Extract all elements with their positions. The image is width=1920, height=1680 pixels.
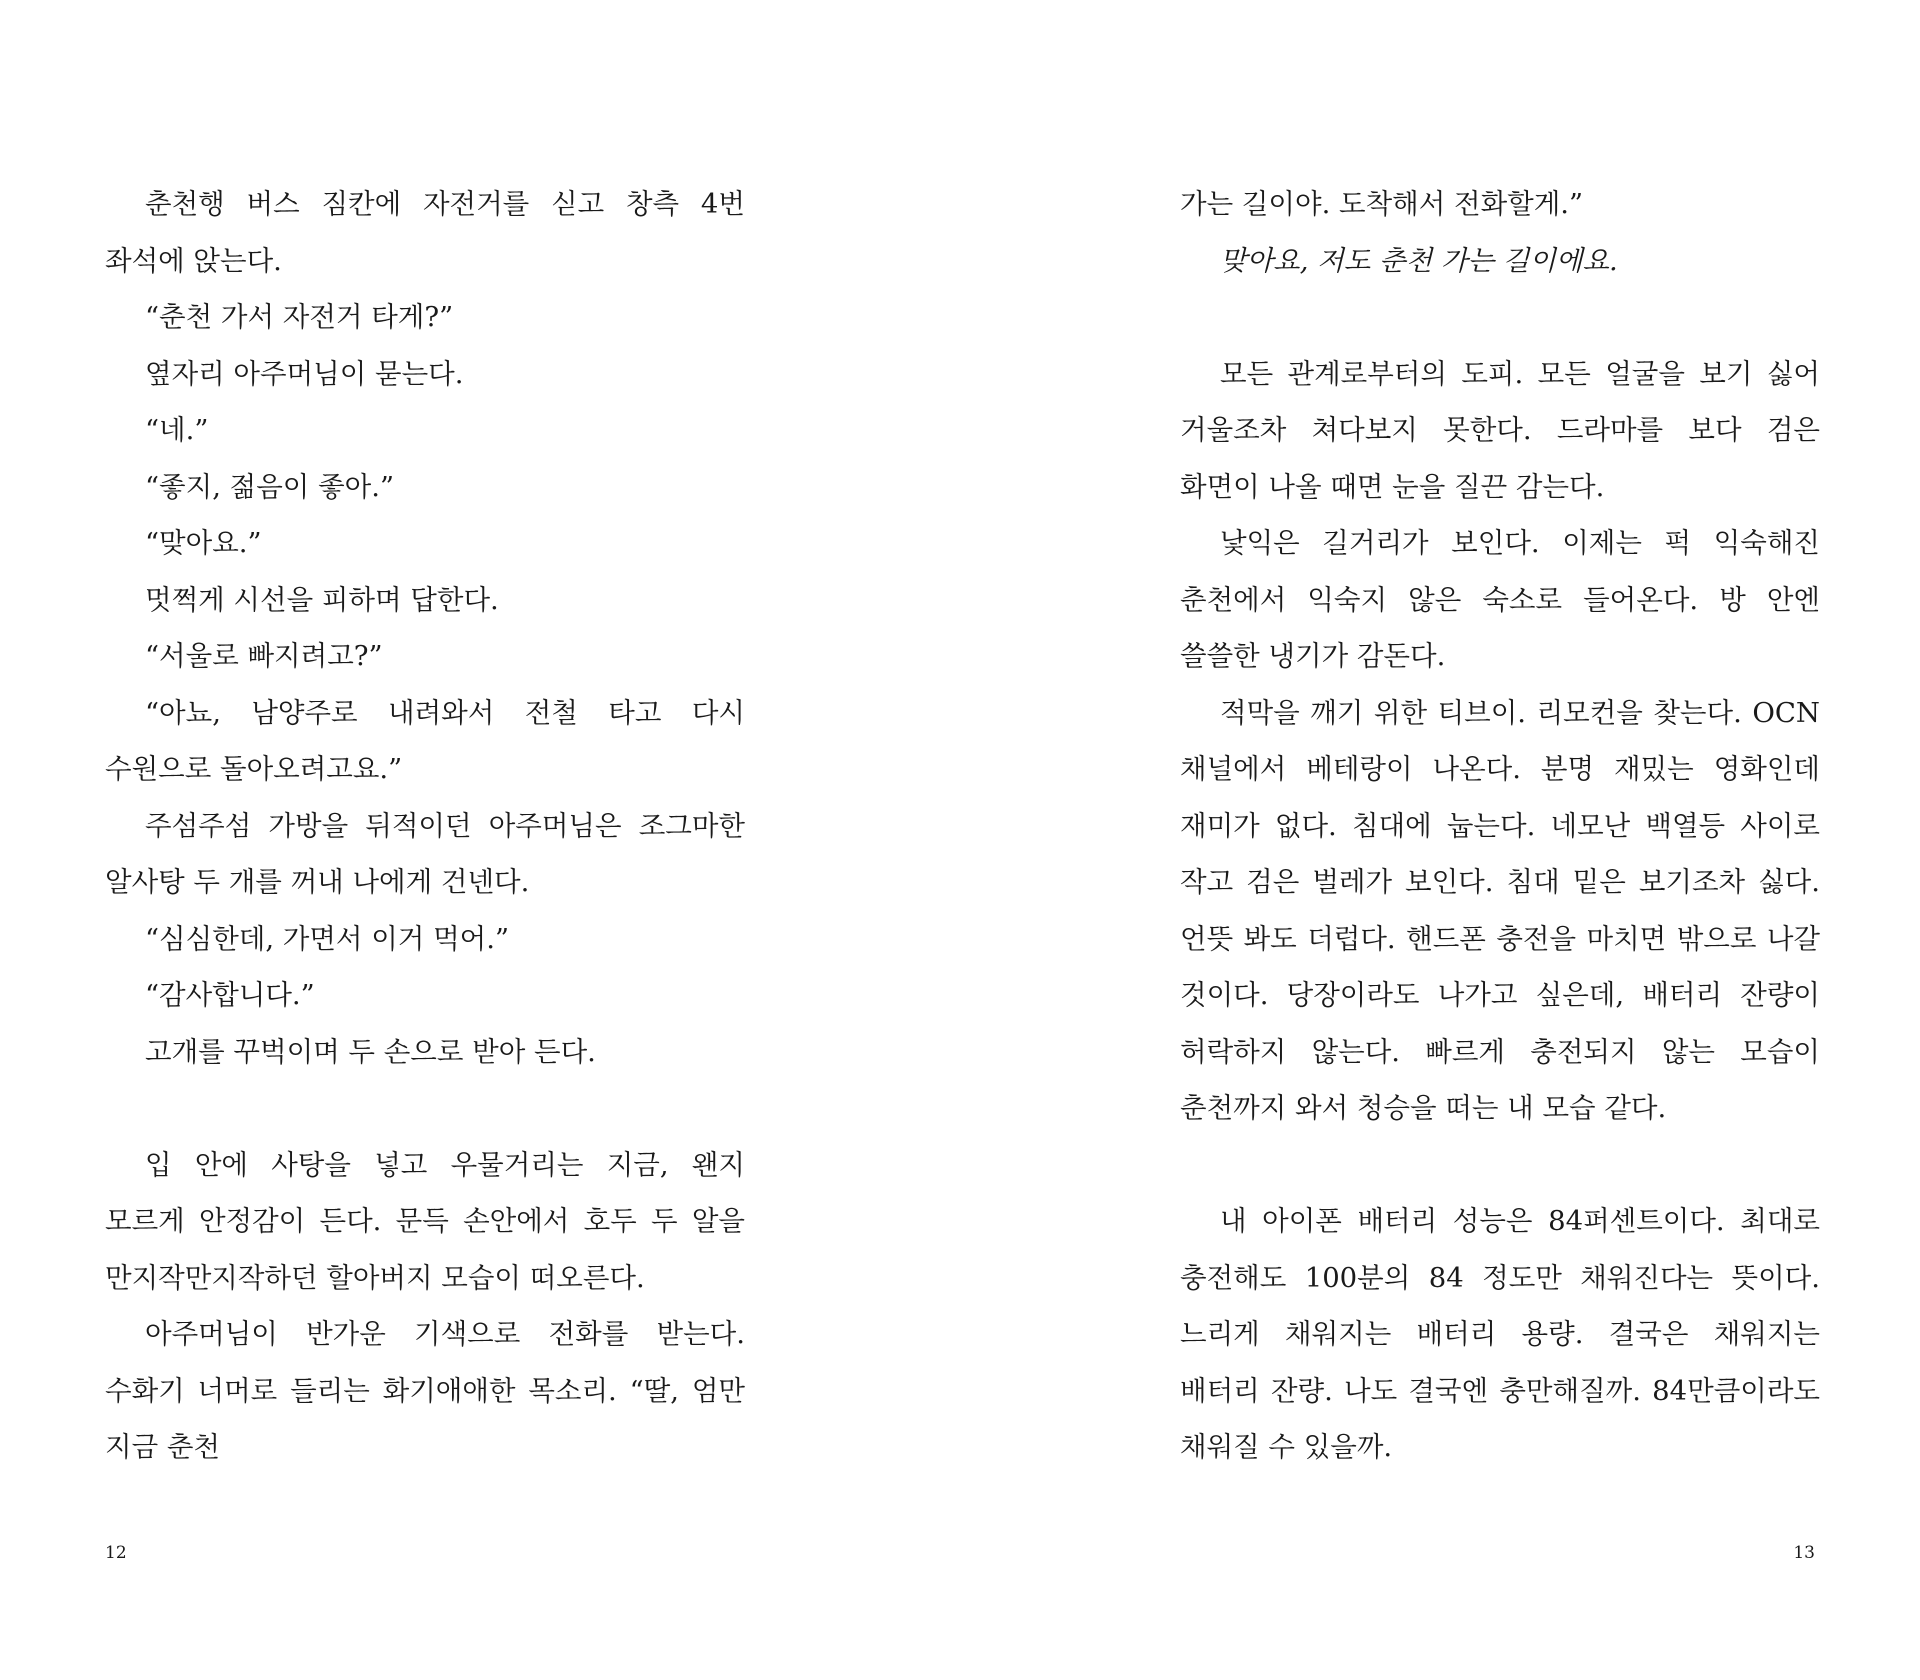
- inner-thought-line: 맞아요, 저도 춘천 가는 길이에요.: [1220, 244, 1618, 277]
- paragraph: 내 아이폰 배터리 성능은 84퍼센트이다. 최대로 충전해도 100분의 84 정도만 채워진다는 뜻이다. 느리게 채워지는 배터리 용량. 결국은 채워지는 배터리 잔량. 나도 결국엔 충만해질까. 84만큼이라도 채워질 수 있을까.: [1180, 1205, 1820, 1463]
- paragraph: 주섬주섬 가방을 뒤적이던 아주머님은 조그마한 알사탕 두 개를 꺼내 나에게 건넨다.: [105, 809, 745, 898]
- page-number: 13: [1793, 1543, 1815, 1563]
- section-break: [1180, 289, 1820, 346]
- dialogue-line: “감사합니다.”: [145, 979, 315, 1011]
- paragraph: 고개를 꾸벅이며 두 손으로 받아 든다.: [145, 1035, 596, 1068]
- dialogue-line: “춘천 가서 자전거 타게?”: [145, 301, 454, 333]
- dialogue-line: “네.”: [145, 414, 209, 446]
- dialogue-line: “심심한데, 가면서 이거 먹어.”: [145, 922, 510, 955]
- paragraph: 입 안에 사탕을 넣고 우물거리는 지금, 왠지 모르게 안정감이 든다. 문득 손안에서 호두 두 알을 만지작만지작하던 할아버지 모습이 떠오른다.: [105, 1148, 745, 1294]
- paragraph: 춘천행 버스 짐칸에 자전거를 싣고 창측 4번 좌석에 앉는다.: [105, 188, 745, 277]
- paragraph: 모든 관계로부터의 도피. 모든 얼굴을 보기 싫어 거울조차 쳐다보지 못한다. 드라마를 보다 검은 화면이 나올 때면 눈을 질끈 감는다.: [1180, 357, 1820, 503]
- right-page: [960, 0, 1920, 1680]
- continued-paragraph: 가는 길이야. 도착해서 전화할게.”: [1180, 188, 1584, 220]
- dialogue-line: “맞아요.”: [145, 527, 262, 559]
- section-break: [105, 1080, 745, 1137]
- right-page-body: [1180, 176, 1820, 1476]
- dialogue-line: “좋지, 젊음이 좋아.”: [145, 470, 395, 503]
- paragraph: 적막을 깨기 위한 티브이. 리모컨을 찾는다. OCN 채널에서 베테랑이 나온다. 분명 재밌는 영화인데 재미가 없다. 침대에 눕는다. 네모난 백열등 사이로 작고 검은 벌레가 보인다. 침대 밑은 보기조차 싫다. 언뜻 봐도 더럽다. 핸드폰 충전을 마치면 밖으로 나갈 것이다. 당장이라도 나가고 싶은데, 배터리 잔량이 허락하지 않는다. 빠르게 충전되지 않는 모습이 춘천까지 와서 청승을 떠는 내 모습 같다.: [1180, 696, 1820, 1124]
- section-break: [1180, 1137, 1820, 1194]
- left-page-body: [105, 176, 745, 1476]
- dialogue-line: “서울로 빠지려고?”: [145, 640, 383, 672]
- paragraph: 아주머님이 반가운 기색으로 전화를 받는다. 수화기 너머로 들리는 화기애애한 목소리. “딸, 엄만 지금 춘천: [105, 1318, 745, 1463]
- paragraph: 옆자리 아주머님이 묻는다.: [145, 357, 464, 390]
- paragraph: 멋쩍게 시선을 피하며 답한다.: [145, 583, 499, 616]
- dialogue-line: “아뇨, 남양주로 내려와서 전철 타고 다시 수원으로 돌아오려고요.”: [105, 696, 745, 785]
- paragraph: 낯익은 길거리가 보인다. 이제는 퍽 익숙해진 춘천에서 익숙지 않은 숙소로 들어온다. 방 안엔 쓸쓸한 냉기가 감돈다.: [1180, 527, 1820, 672]
- page-number: 12: [105, 1543, 127, 1563]
